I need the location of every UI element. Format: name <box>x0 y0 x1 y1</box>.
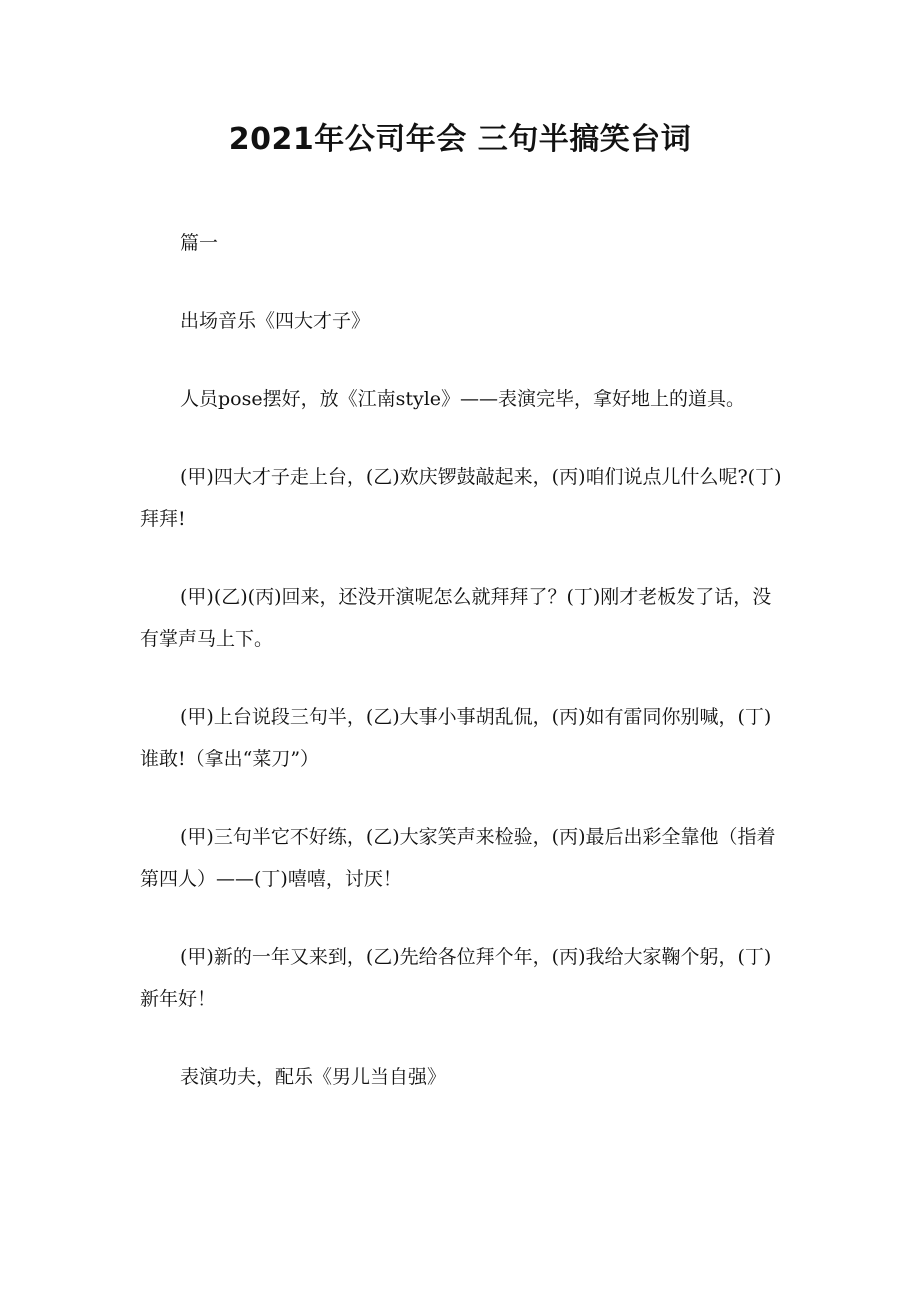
paragraph-dialogue-1: (甲)四大才子走上台，(乙)欢庆锣鼓敲起来，(丙)咱们说点儿什么呢?(丁)拜拜! <box>140 466 782 530</box>
page-title: 2021年公司年会 三句半搞笑台词 <box>228 122 692 157</box>
paragraph-dialogue-3: (甲)上台说段三句半，(乙)大事小事胡乱侃，(丙)如有雷同你别喊，(丁)谁敢!（拿出“菜刀”） <box>140 706 772 770</box>
paragraph-entrance-music: 出场音乐《四大才子》 <box>180 310 371 332</box>
paragraph-kungfu-performance: 表演功夫，配乐《男儿当自强》 <box>180 1066 447 1088</box>
paragraph-section-label: 篇一 <box>180 232 219 254</box>
paragraph-opening-setup: 人员pose摆好，放《江南style》——表演完毕，拿好地上的道具。 <box>180 388 746 410</box>
paragraph-dialogue-2: (甲)(乙)(丙)回来，还没开演呢怎么就拜拜了？(丁)刚才老板发了话，没有掌声马上下。 <box>140 586 772 650</box>
paragraph-dialogue-5: (甲)新的一年又来到，(乙)先给各位拜个年，(丙)我给大家鞠个躬，(丁)新年好！ <box>140 946 772 1010</box>
paragraph-dialogue-4: (甲)三句半它不好练，(乙)大家笑声来检验，(丙)最后出彩全靠他（指着第四人）——(丁)嘻嘻，讨厌！ <box>140 826 776 890</box>
document-body <box>140 222 788 1134</box>
